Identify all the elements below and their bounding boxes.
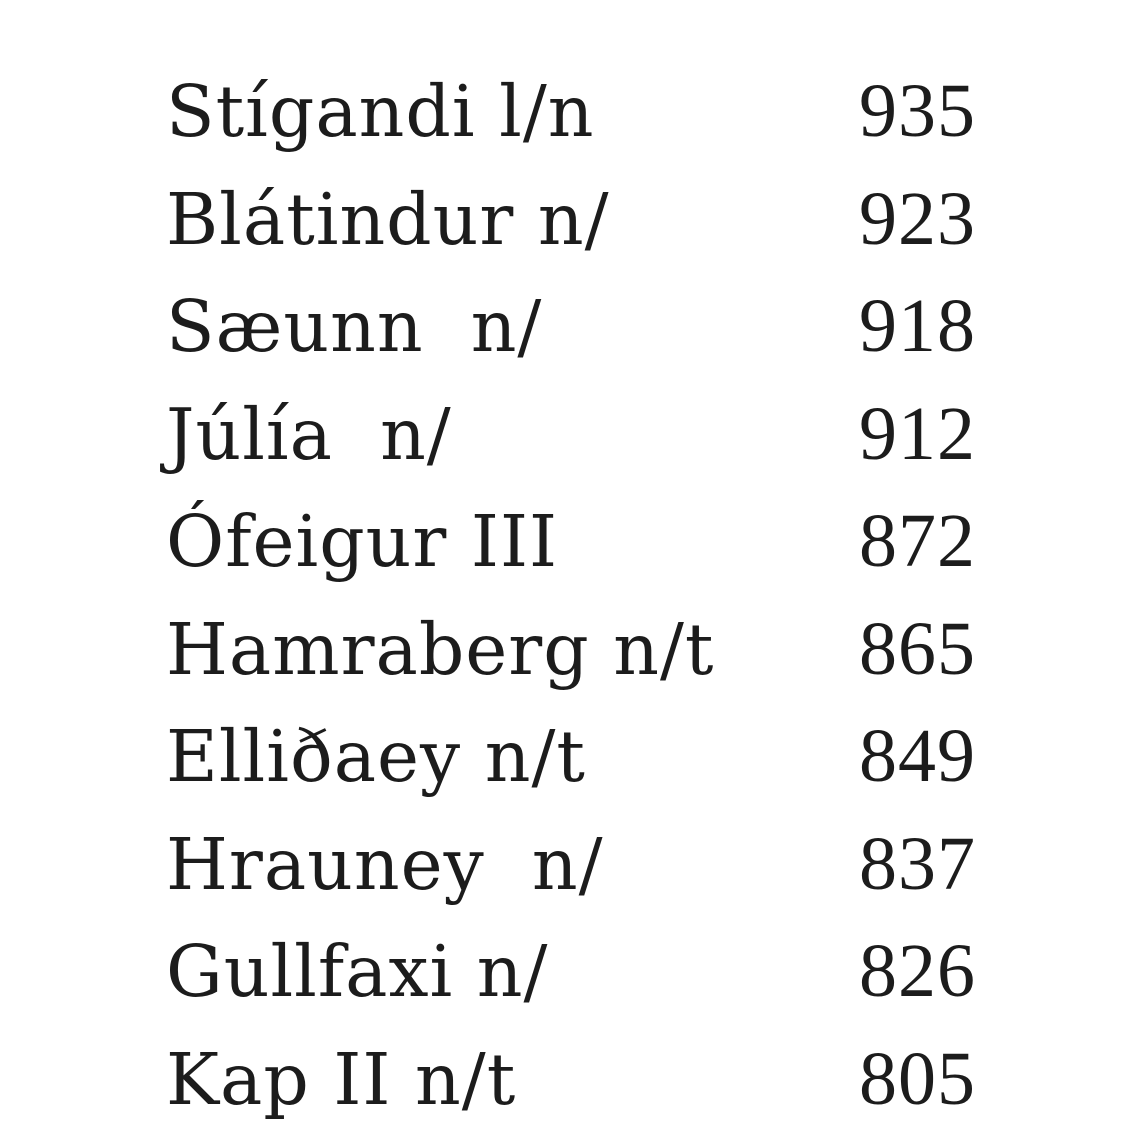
list-item	[166, 488, 996, 596]
vessel-name: Stígandi l/n	[166, 70, 595, 153]
vessel-name: Hamraberg n/t	[166, 607, 715, 691]
vessel-value: 805	[859, 1036, 976, 1121]
list-item	[166, 58, 996, 166]
list-item	[166, 1026, 996, 1134]
vessel-name: Kap II n/t	[166, 1037, 517, 1121]
vessel-name: Elliðaey n/t	[166, 715, 586, 798]
vessel-name: Júlía n/	[166, 392, 452, 476]
list-item	[166, 166, 996, 274]
list-item	[166, 273, 996, 381]
vessel-list	[166, 58, 996, 1133]
vessel-name: Hrauney n/	[166, 822, 604, 906]
list-item	[166, 918, 996, 1026]
list-item	[166, 811, 996, 919]
vessel-name: Ófeigur III	[166, 500, 559, 583]
list-item	[166, 703, 996, 811]
vessel-value: 837	[859, 821, 976, 906]
list-item	[166, 381, 996, 489]
vessel-value: 826	[859, 929, 976, 1013]
vessel-name: Gullfaxi n/	[166, 930, 549, 1013]
vessel-value: 912	[859, 391, 976, 476]
list-item	[166, 596, 996, 704]
vessel-value: 872	[859, 499, 976, 583]
vessel-value: 923	[859, 176, 976, 261]
vessel-value: 849	[859, 714, 976, 798]
vessel-name: Sæunn n/	[166, 285, 543, 368]
vessel-value: 935	[859, 69, 976, 153]
vessel-value: 865	[859, 606, 976, 691]
vessel-value: 918	[859, 284, 976, 368]
vessel-name: Blátindur n/	[166, 177, 610, 261]
